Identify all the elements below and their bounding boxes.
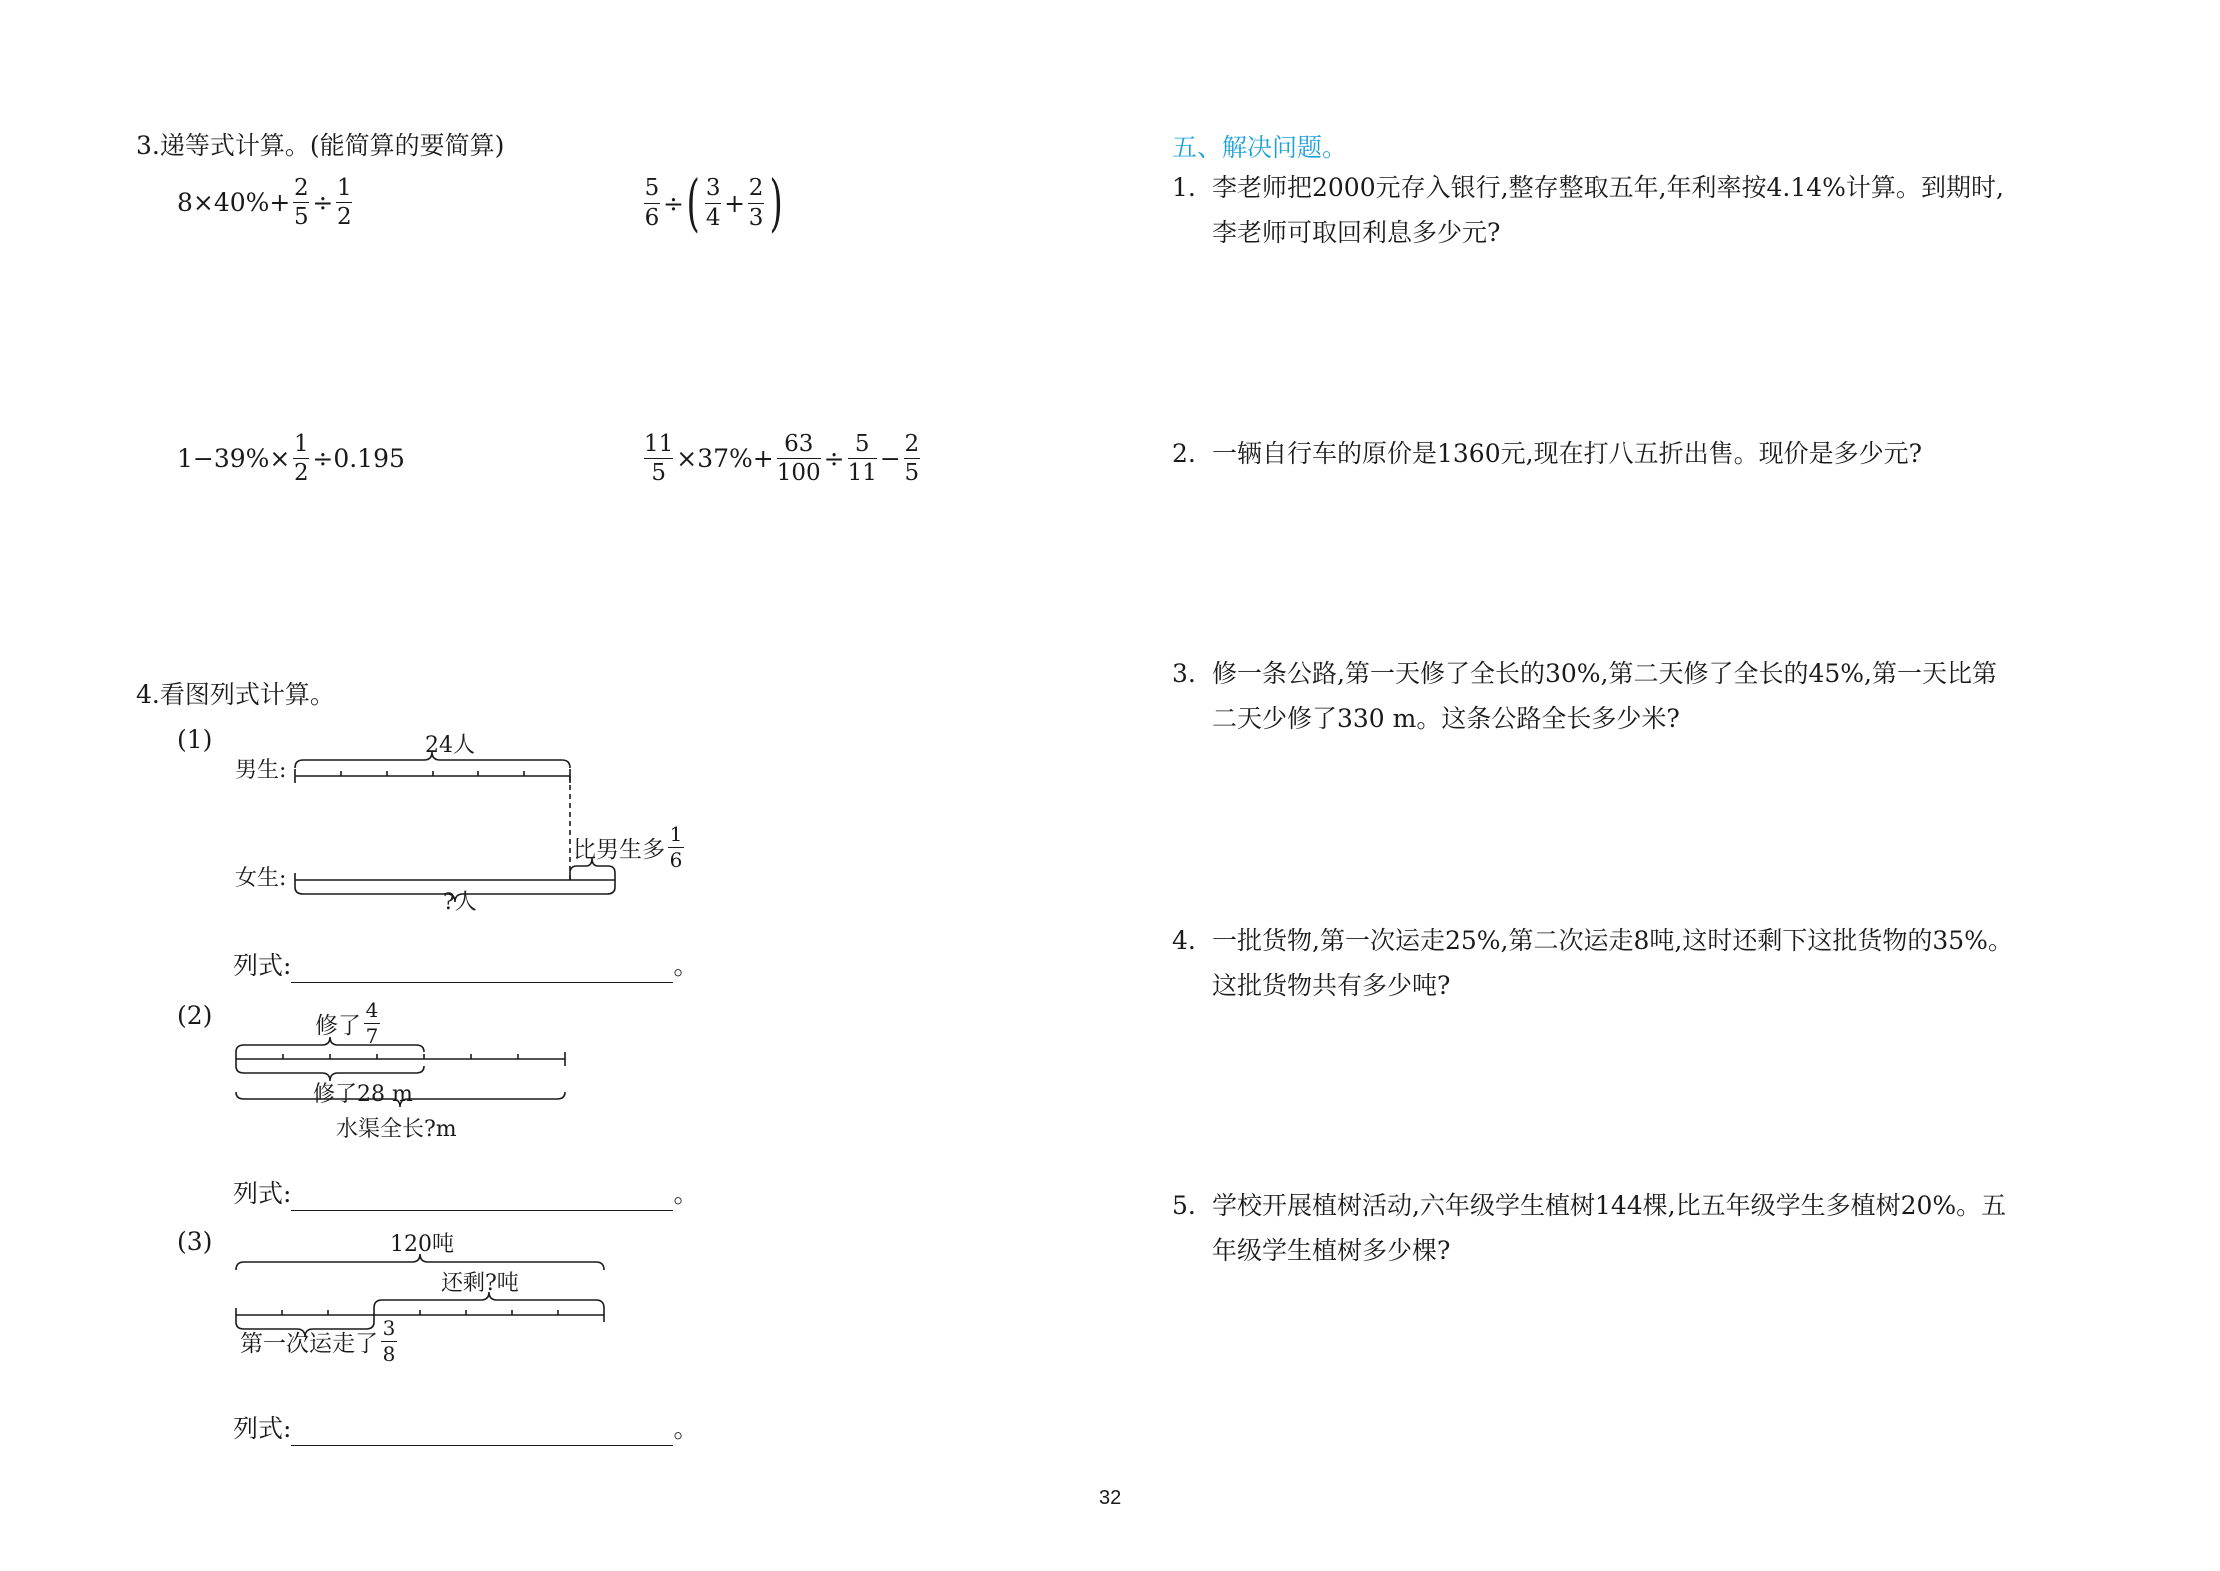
- expr4-part-a: ×37%+: [676, 444, 774, 474]
- p1-answer-label: 列式:: [233, 951, 292, 980]
- expr3-fraction-1: $\frac{1}{2}$: [294, 431, 309, 487]
- expr1-op: ÷: [312, 188, 334, 218]
- p2-mid-label: 修了28 m: [313, 1082, 413, 1107]
- q3-title: 3.递等式计算。(能简算的要简算): [136, 131, 505, 160]
- expr2-fraction-2: $\frac{3}{4}$: [705, 175, 721, 231]
- p3-bottom-fraction: $\frac{3}{8}$: [382, 1316, 396, 1366]
- left-paren: (: [686, 166, 700, 239]
- problem-5-number: 5.: [1172, 1191, 1196, 1220]
- expr2-fraction-1: $\frac{5}{6}$: [644, 175, 660, 231]
- problem-1-line-1: 李老师把2000元存入银行,整存整取五年,年利率按4.14%计算。到期时,: [1212, 173, 2004, 202]
- p2-answer-line[interactable]: [291, 1188, 673, 1211]
- p3-answer-line[interactable]: [291, 1423, 673, 1446]
- expr4-op1: ÷: [823, 444, 845, 474]
- problem-5-line-1: 学校开展植树活动,六年级学生植树144棵,比五年级学生多植树20%。五: [1212, 1191, 2007, 1220]
- right-paren: ): [769, 166, 783, 239]
- problem-4-line-1: 一批货物,第一次运走25%,第二次运走8吨,这时还剩下这批货物的35%。: [1212, 926, 2013, 955]
- p1-extra-text: 比男生多: [573, 837, 665, 863]
- p1-answer: 列式: 。: [233, 950, 698, 983]
- expr1-fraction-1: $\frac{2}{5}$: [294, 175, 309, 231]
- expr4-fraction-4: $\frac{2}{5}$: [904, 431, 920, 487]
- p1-bottom-brace: [295, 887, 615, 902]
- expr1-part-a: 8×40%+: [177, 188, 291, 218]
- expr2-op1: ÷: [663, 188, 684, 218]
- p1-number: (1): [177, 725, 213, 754]
- problem-5-line-2: 年级学生植树多少棵?: [1212, 1236, 1451, 1265]
- problem-3-line-1: 修一条公路,第一天修了全长的30%,第二天修了全长的45%,第一天比第: [1212, 659, 1997, 688]
- expr3-part-a: 1−39%×: [177, 444, 291, 474]
- expr4-fraction-3: $\frac{5}{11}$: [847, 431, 877, 487]
- section-title: 五、解决问题。: [1172, 133, 1348, 162]
- p2-top-fraction: $\frac{4}{7}$: [365, 998, 379, 1048]
- problem-1-number: 1.: [1172, 173, 1196, 202]
- p3-answer-label: 列式:: [233, 1414, 292, 1443]
- problem-2-line-1: 一辆自行车的原价是1360元,现在打八五折出售。现价是多少元?: [1212, 439, 1922, 468]
- p3-answer: 列式: 。: [233, 1413, 698, 1446]
- p2-bottom-label: 水渠全长?m: [336, 1117, 457, 1142]
- q4-title: 4.看图列式计算。: [136, 680, 335, 709]
- p1-top-brace-label: 24人: [425, 733, 475, 758]
- expr2-op2: +: [724, 188, 746, 218]
- expr4-fraction-1: $\frac{11}{5}$: [644, 431, 674, 487]
- p2-answer-label: 列式:: [233, 1179, 292, 1208]
- expr4-fraction-2: $\frac{63}{100}$: [776, 431, 821, 487]
- p2-answer: 列式: 。: [233, 1178, 698, 1211]
- expr4-op2: −: [879, 444, 901, 474]
- expr1-fraction-2: $\frac{1}{2}$: [337, 175, 352, 231]
- p1-top-brace: [295, 752, 570, 768]
- p3-right-label: 还剩?吨: [441, 1271, 519, 1296]
- problem-2-number: 2.: [1172, 439, 1196, 468]
- p3-top-label: 120吨: [390, 1232, 454, 1257]
- p3-bottom-label: 第一次运走了 $\frac{3}{8}$: [240, 1316, 396, 1366]
- p1-bottom-brace-label: ?人: [443, 890, 477, 915]
- problem-1-line-2: 李老师可取回利息多少元?: [1212, 218, 1501, 247]
- p1-extra-fraction: $\frac{1}{6}$: [669, 822, 683, 872]
- problem-3-number: 3.: [1172, 659, 1196, 688]
- p1-answer-line[interactable]: [291, 960, 673, 983]
- p3-number: (3): [177, 1227, 213, 1256]
- p2-number: (2): [177, 1001, 213, 1030]
- problem-3-line-2: 二天少修了330 m。这条公路全长多少米?: [1212, 704, 1680, 733]
- p1-extra-brace: [570, 858, 615, 873]
- problem-4-number: 4.: [1172, 926, 1196, 955]
- expr2-fraction-3: $\frac{2}{3}$: [748, 175, 764, 231]
- problem-4-line-2: 这批货物共有多少吨?: [1212, 971, 1451, 1000]
- p2-top-label: 修了 $\frac{4}{7}$: [315, 998, 379, 1048]
- expr3-part-b: ÷0.195: [312, 444, 405, 474]
- p1-girls-label: 女生:: [235, 866, 287, 891]
- page-number: 32: [1099, 1487, 1122, 1509]
- p1-boys-label: 男生:: [235, 758, 287, 783]
